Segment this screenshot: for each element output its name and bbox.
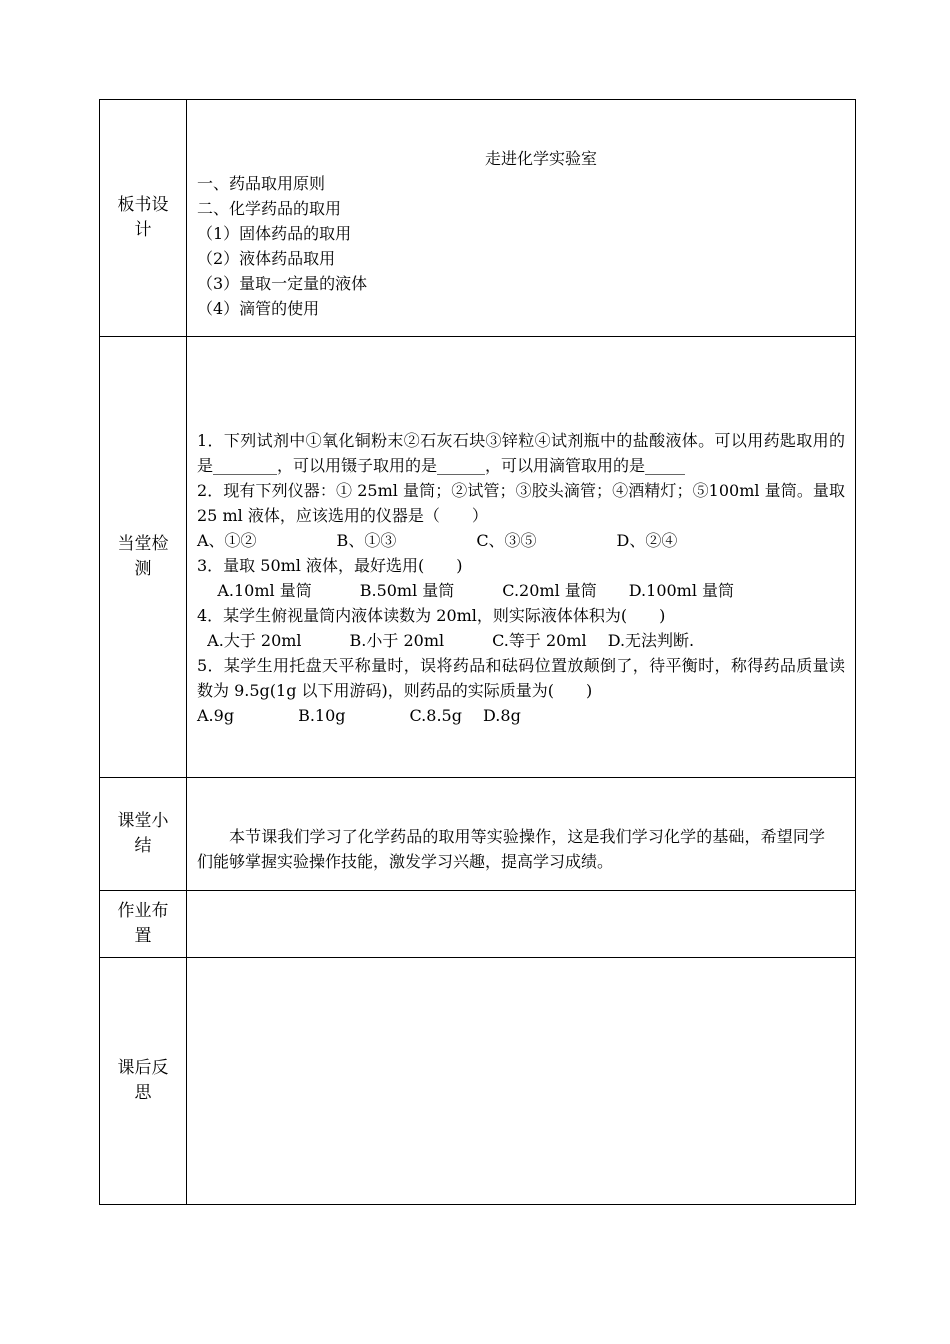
question-3: 3．量取 50ml 液体，最好选用( )	[197, 556, 463, 575]
quiz-content-cell	[187, 337, 856, 778]
question-4-options: A.大于 20ml B.小于 20ml C.等于 20ml D.无法判断.	[197, 631, 695, 650]
reflection-row	[100, 958, 856, 1205]
summary-text: 本节课我们学习了化学药品的取用等实验操作，这是我们学习化学的基础，希望同学们能够掌握实验操作技能，激发学习兴趣，提高学习成绩。	[197, 827, 825, 871]
blackboard-content-cell	[187, 100, 856, 337]
homework-content-cell	[187, 891, 856, 958]
blackboard-line: （4）滴管的使用	[197, 299, 320, 318]
blackboard-label-cell	[100, 100, 187, 337]
blackboard-line: （2）液体药品取用	[197, 249, 336, 268]
quiz-row	[100, 337, 856, 778]
summary-row	[100, 778, 856, 891]
reflection-label-cell	[100, 958, 187, 1205]
question-5-options: A.9g B.10g C.8.5g D.8g	[197, 706, 521, 725]
lesson-plan-table	[99, 99, 856, 1205]
blackboard-line: （3）量取一定量的液体	[197, 274, 368, 293]
blackboard-content	[187, 115, 855, 321]
blackboard-label: 板书设计	[117, 195, 169, 240]
summary-label: 课堂小结	[117, 811, 169, 856]
question-3-options: A.10ml 量筒 B.50ml 量筒 C.20ml 量筒 D.100ml 量筒	[197, 581, 735, 600]
blackboard-line: 一、药品取用原则	[197, 174, 326, 193]
summary-label-cell	[100, 778, 187, 891]
summary-content-cell	[187, 778, 856, 891]
question-1: 1．下列试剂中①氧化铜粉末②石灰石块③锌粒④试剂瓶中的盐酸液体。可以用药匙取用的是________，可以用镊子取用的是______，可以用滴管取用的是_____	[197, 431, 845, 475]
blackboard-line: （1）固体药品的取用	[197, 224, 352, 243]
quiz-content	[187, 386, 855, 728]
blackboard-row	[100, 100, 856, 337]
homework-label: 作业布置	[117, 901, 169, 946]
homework-label-cell	[100, 891, 187, 958]
homework-row	[100, 891, 856, 958]
quiz-label-cell	[100, 337, 187, 778]
quiz-label: 当堂检测	[117, 534, 169, 579]
question-4: 4．某学生俯视量筒内液体读数为 20ml，则实际液体体积为( )	[197, 606, 666, 625]
blackboard-title: 走进化学实验室	[484, 149, 597, 168]
reflection-label: 课后反思	[117, 1058, 169, 1103]
reflection-content-cell	[187, 958, 856, 1205]
question-2: 2．现有下列仪器：① 25ml 量筒；②试管；③胶头滴管；④酒精灯；⑤100ml 量筒。量取 25 ml 液体，应该选用的仪器是（ ）	[197, 481, 845, 525]
question-2-options: A、①② B、①③ C、③⑤ D、②④	[197, 531, 678, 550]
question-5: 5．某学生用托盘天平称量时，误将药品和砝码位置放颠倒了，待平衡时，称得药品质量读数为 9.5g(1g 以下用游码)，则药品的实际质量为( )	[197, 656, 845, 700]
blackboard-line: 二、化学药品的取用	[197, 199, 342, 218]
